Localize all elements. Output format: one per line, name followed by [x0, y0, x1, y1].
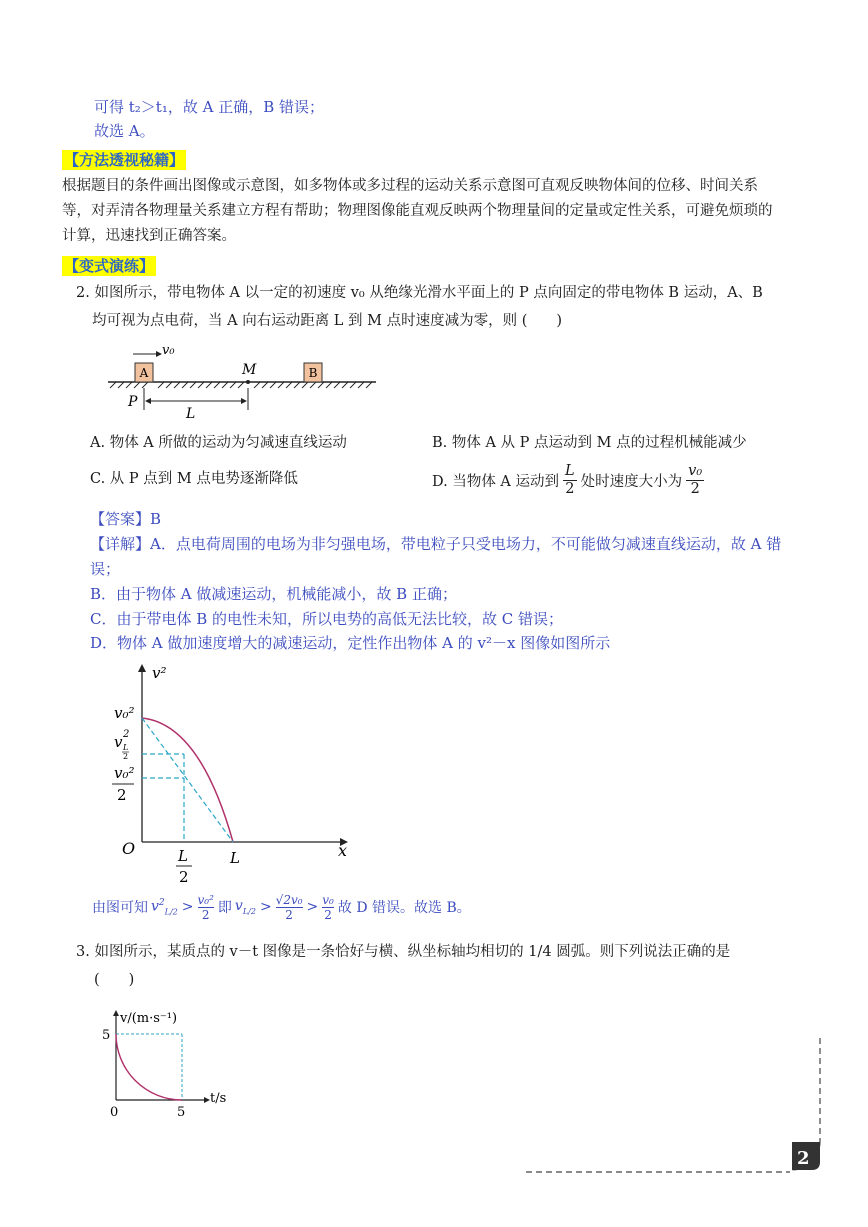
page-corner-decoration [520, 1030, 868, 1190]
q3-line1: 3. 如图所示，某质点的 v－t 图像是一条恰好与横、纵坐标轴均相切的 1/4 圆弧。则下列说法正确的是 [76, 944, 731, 960]
q2-conclusion: 由图可知 $v^2_{L/2}$ > v₀² 2 即 $v_{L/2}$ > √2v₀ 2 > v₀ 2 故 D 错误。故选 B。 [92, 892, 471, 922]
method-paragraph [62, 174, 773, 249]
option-a: A. 物体 A 所做的运动为匀减速直线运动 [90, 435, 347, 451]
prev-solution-line2: 故选 A。 [94, 122, 155, 140]
prev-solution-line1: 可得 t₂＞t₁，故 A 正确，B 错误； [94, 98, 325, 116]
v0sq-label: v₀² [114, 704, 135, 722]
vl2sq-sub-den: 2 [123, 752, 129, 761]
v2-x-graph [100, 656, 360, 888]
method-tag: 【方法透视秘籍】 [64, 151, 185, 169]
q2-diagram [100, 338, 380, 423]
q2-detail-line4: D．物体 A 做加速度增大的减速运动，定性作出物体 A 的 v²－x 图像如图所示 [90, 634, 611, 652]
page-number: 2 [797, 1148, 810, 1169]
q2-detail-line1b: 误； [90, 560, 121, 578]
option-d-frac2 [686, 463, 704, 498]
option-d-frac1-num: L [565, 462, 575, 479]
vt-arc [116, 1034, 182, 1100]
vt-x-tick: 5 [177, 1105, 186, 1120]
vl2sq-label [114, 729, 129, 761]
option-c: C. 从 P 点到 M 点电势逐渐降低 [90, 471, 298, 487]
l-label: L [186, 406, 196, 422]
conclusion-pre: 由图可知 [92, 900, 148, 916]
option-d-frac2-den: 2 [690, 480, 700, 497]
vt-x-label: t/s [210, 1091, 227, 1106]
xl2-num: L [178, 847, 188, 865]
q2-line1: 2. 如图所示，带电物体 A 以一定的初速度 v₀ 从绝缘光滑水平面上的 P 点向固定的带电物体 B 运动，A、B [76, 285, 763, 301]
vl2sq-main: v [114, 733, 123, 751]
xl2-den: 2 [179, 868, 189, 886]
v0-label: v₀ [162, 343, 175, 358]
conclusion-mid: 即 [217, 900, 232, 916]
option-d-frac1-den: 2 [565, 480, 575, 497]
block-b-label: B [308, 366, 318, 380]
vt-y-label: v/(m·s⁻¹) [120, 1011, 178, 1026]
x-axis-label: x [338, 841, 348, 860]
q2-detail-line3: C．由于带电体 B 的电性未知，所以电势的高低无法比较，故 C 错误； [90, 610, 564, 628]
variant-heading [62, 255, 156, 276]
method-line2: 等，对弄清各物理量关系建立方程有帮助；物理图像能直观反映两个物理量间的定量或定性关系，可避免烦琐的 [62, 203, 773, 219]
q3-line2: ( ) [94, 972, 135, 988]
y-axis-label: v² [152, 664, 167, 682]
option-d-frac1 [563, 463, 577, 498]
option-b: B. 物体 A 从 P 点运动到 M 点的过程机械能减少 [432, 435, 747, 451]
half-num: v₀² [114, 764, 135, 782]
option-d-pre: D. 当物体 A 运动到 [432, 473, 560, 490]
block-a-label: A [139, 366, 149, 380]
q2-answer: 【答案】B [90, 510, 162, 528]
half-v0sq-label [112, 764, 135, 804]
q2-detail-line1: 【详解】A．点电荷周围的电场为非匀强电场，带电粒子只受电场力，不可能做匀减速直线运动，故 A 错 [90, 535, 782, 553]
vt-graph [96, 1002, 266, 1122]
vt-y-arrow [113, 1010, 119, 1016]
option-d [432, 458, 708, 502]
q2-line2: 均可视为点电荷，当 A 向右运动距离 L 到 M 点时速度减为零，则 ( ) [92, 313, 563, 329]
m-label: M [242, 362, 257, 378]
method-heading [62, 149, 186, 170]
origin-label: O [122, 839, 136, 858]
xl-label: L [230, 849, 240, 867]
q2-detail-line2: B．由于物体 A 做减速运动，机械能减小，故 B 正确； [90, 585, 457, 603]
vl2sq-sub-num: L [123, 743, 129, 752]
half-den: 2 [117, 786, 127, 804]
point-m [246, 380, 250, 384]
ground-hatch [110, 382, 372, 388]
dim-arrow-left [145, 398, 151, 404]
option-d-frac2-num: v₀ [688, 462, 703, 479]
vt-origin: 0 [110, 1105, 119, 1120]
method-line1: 根据题目的条件画出图像或示意图，如多物体或多过程的运动关系示意图可直观反映物体间的位移、时间关系 [62, 178, 758, 194]
vl2sq-sup: 2 [123, 729, 130, 740]
method-line3: 计算，迅速找到正确答案。 [62, 228, 236, 244]
dim-arrow-right [241, 398, 247, 404]
vt-y-tick: 5 [102, 1028, 111, 1043]
p-label: P [128, 394, 138, 410]
conclusion-end: 故 D 错误。故选 B。 [337, 900, 471, 916]
option-d-mid: 处时速度大小为 [580, 473, 683, 490]
xl2-label [176, 847, 192, 886]
y-axis-arrow [138, 664, 146, 672]
dashed-line [142, 718, 233, 842]
variant-tag: 【变式演练】 [64, 257, 155, 275]
